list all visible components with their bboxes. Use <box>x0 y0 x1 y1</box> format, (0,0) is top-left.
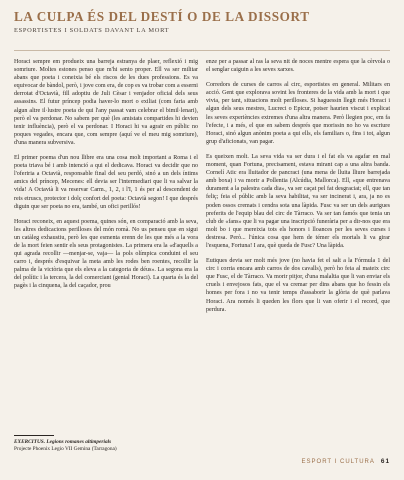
paragraph: Es queixen molt. La seva vida va ser dura i el fat els va agafar en mal moment, quan Fortuna, precisament, estava mirant cap a una altra banda. Cornelí Atic era lluitador de pancraci (una mena de lluita lliure barrejada amb boxa) i va morir a Pollentia (Alcúdia, Mallorca). Ell, «que entrenava durament a la palestra cada dia», va ser caçat pel fat desgraciat; ell, que tan feliç; feia el públic amb la seva habilitat, va ser incinerat i, ara, ja no es poden ossos cremats i cendra sota una làpida. Fusc va ser un dels aurigues preferits de l'equip blau del circ de Tàrraco. Va ser tan famós que tenia un club de «fans» que li va pagar una inscripció funerària per a dir-nos que era molt bo i que mereixia tots els honors i lloances per les seves curses i destresa. Però... l'única cosa que hem de témer els mortals li va girar l'esquena, Fortuna! I ara, què queda de Fusc? Una làpida. <box>206 153 390 249</box>
page-header <box>14 9 390 34</box>
page-number: 61 <box>380 458 390 465</box>
caption-credit: Projecte Phoenix Legio VII Gemina (Tarragona) <box>14 446 117 452</box>
page-footer <box>302 458 390 465</box>
paragraph: Corredors de curses de carros al circ, esportistes en general. Militars en acció. Gent que explorava sovint les fronteres de la vida amb la mort i que vivia, per tant, situacions molt perilloses. Si haguessin llegit més Horaci i algun dels seus mestres, Lucreci o Epicur, potser haurien viscut i explicat les seves experiències extremes d'una altra manera. Però llegien poc, em fa l'efecte, i a més, el que en sabem després que morissin no ho va escriure Horaci, sinó algun anònim poeta a qui ells, els familiars o, fins i tot, algun grup d'aficionats, van pagar. <box>206 82 390 145</box>
paragraph: Horaci reconeix, en aquest poema, quines són, en comparació amb la seva, les altres dedicacions perilloses del món romà. No us penseu que en sigui un catàleg exhaustiu, però les que esmenta erenn de les que més a la vora de la mort feien sentir els seus protagonistes. La primera era la «d'aquells a qui agrada recollir —menjar-se, vaja— la pols olímpica conduint el seu carro i, després d'esquivar la meta amb les rodes ben roentes, recollir la palma de la victòria que els eleva a la categoria de déus». La segona era la del polític i la tercera, la del comerciant (genial Horaci). La quarta és la del pagès i la cinquena, la del caçador, prou <box>14 218 198 290</box>
left-column <box>14 58 198 452</box>
caption-title: EXERCITUS. Legions romanes altimperials <box>14 439 112 445</box>
header-rule <box>14 50 390 51</box>
paragraph: Horaci sempre em produeix una barreja estranya de plaer, reflexió i mig somriure. Moltes estones penso que m'hi sento proper. Ell va ser militar abans que poeta i coneixia bé els riscos de les dues professions. Es va equivocar de bàndol, però, i jove com era, de cop es va trobar com a esserni derrotat d'Octavià, fill adoptiu de Juli Cèsar i venjador oficial dels seus assassins. El futur príncep podia haver-lo mort o exiliat (com faria amb algun altre il·lustre poeta de qui l'any passat vam celebrar el bimil·lenari), però el va perdonar. No sabem per què (les amistats compartides hi devien tenir influència), però el va perdonar. I Horaci hi va agrair en públic no poques vegades, encara que, com sempre (aquí ve el meu mig somriure), d'una manera subversiva. <box>14 59 198 146</box>
article-title: LA CULPA ÉS DEL DESTÍ O DE LA DISSORT <box>14 9 310 24</box>
caption-rule <box>14 435 54 436</box>
article-subtitle: ESPORTISTES I SOLDATS DAVANT LA MORT <box>14 27 170 34</box>
right-column <box>206 58 390 452</box>
paragraph: enze per a passar al ras la seva nit de noces mentre espera que la cèrvola o el senglar caiguin a les seves xarxes. <box>206 59 390 74</box>
footer-section: ESPORT I CULTURA <box>301 459 375 465</box>
paragraph: Eutiques devia ser molt més jove (no havia fet el salt a la Fórmula 1 del circ i corria encara amb carros de dos cavalls), però ho feia al mateix circ que Fusc, el de Tàrraco. Va morir pitjor, d'una malaltia que li van enviar els cruels i envejosos fats, que el va cremar per dins abans que ho fessin els homes per fora i no va tenir temps d'assaborir la glòria de què parlava Horaci. Ara només li queden les flors que li van oferir i el record, que perdura. <box>206 258 390 313</box>
paragraph: El primer poema d'un nou llibre era una cosa molt important a Roma i el poeta triava bé i amb intenció a qui el dedicava. Horaci va decidir que no l'oferiria a Octavià, responsable final del seu perdó, sinó a un dels íntims amics del príncep, Mecenes: ell devia ser l'intermediari que li va salvar la vida! A Octavià li va reservar Carm., 1, 2, i l'I, 1 és per al descendent de reis etruscs, protector i dolç confort del poeta: Octavià segon! I que després diguin que ser poeta no era, també, un ofici perillós! <box>14 155 198 210</box>
article-body <box>14 58 390 452</box>
